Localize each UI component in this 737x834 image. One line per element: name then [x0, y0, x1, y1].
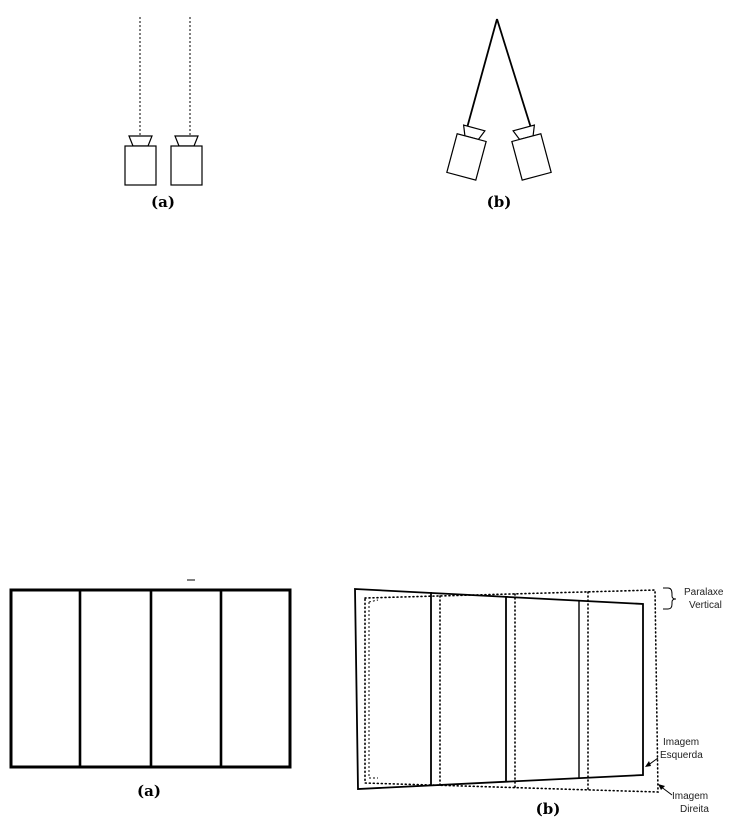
right-camera-icon — [171, 136, 202, 185]
imagem-esquerda-label-line2: Esquerda — [660, 750, 703, 761]
imagem-esquerda-arrowhead — [645, 761, 651, 767]
caption-bottom-b: (b) — [535, 800, 561, 818]
imagem-direita-label-line1: Imagem — [672, 791, 709, 802]
right-camera-ray-line — [497, 19, 531, 128]
imagem-direita-label-line2: Direita — [680, 804, 709, 815]
converging-cameras-diagram — [447, 19, 551, 211]
caption-top-a: (a) — [151, 193, 175, 211]
caption-bottom-a: (a) — [137, 782, 161, 800]
keystone-distortion-diagram — [355, 587, 724, 818]
left-camera-icon — [125, 136, 156, 185]
paralaxe-label-line1: Paralaxe — [684, 587, 724, 598]
right-angled-camera-icon — [509, 124, 551, 180]
paralaxe-bracket — [663, 588, 676, 609]
right-image-outline-dotted — [365, 590, 658, 792]
parallel-cameras-diagram — [125, 17, 202, 211]
rectangular-grid-diagram — [11, 580, 290, 800]
left-angled-camera-icon — [447, 124, 489, 180]
paralaxe-label-line2: Vertical — [689, 600, 722, 611]
inner-dashed-outline — [369, 600, 378, 778]
imagem-esquerda-label-line1: Imagem — [663, 737, 700, 748]
caption-top-b: (b) — [486, 193, 512, 211]
left-camera-ray-line — [467, 19, 497, 128]
left-image-outline-solid — [355, 589, 643, 789]
